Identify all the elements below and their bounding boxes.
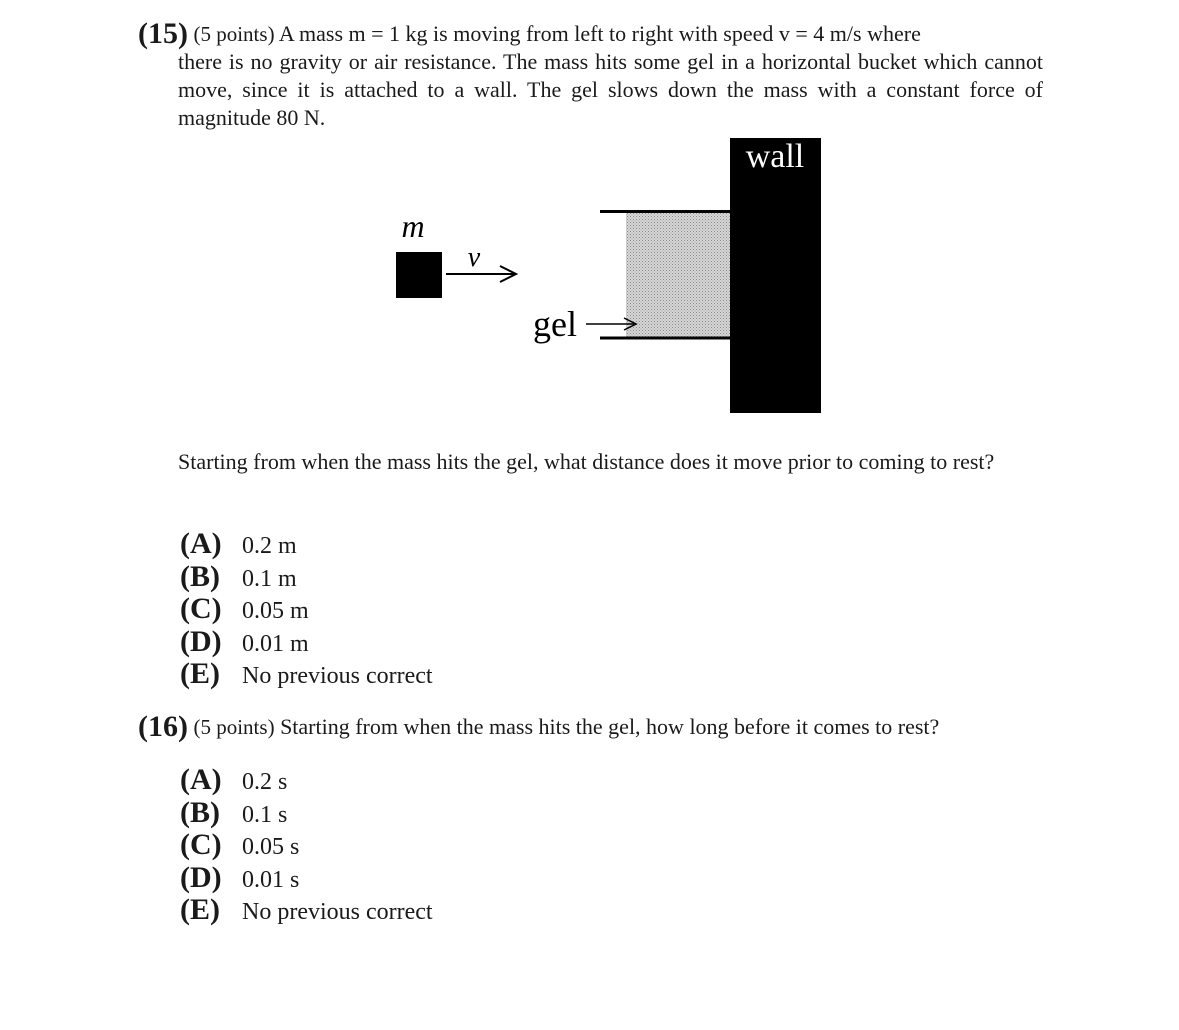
problem-15-line1: A mass m = 1 kg is moving from left to right with speed v = 4 m/s where xyxy=(278,21,921,46)
choice-letter: (C) xyxy=(180,592,222,625)
choice-value: 0.05 s xyxy=(242,834,300,860)
choice-value: 0.1 s xyxy=(242,801,288,828)
choice-letter: (B) xyxy=(180,559,220,593)
mass-block xyxy=(396,252,442,298)
problem-16-statement xyxy=(138,708,939,742)
choice-value: 0.2 m xyxy=(242,533,297,559)
choice-value: No previous correct xyxy=(242,899,433,925)
choice-letter: (C) xyxy=(180,828,222,861)
problem-15-question: Starting from when the mass hits the gel, what distance does it move prior to coming to rest? xyxy=(178,449,995,474)
problem-15-body: there is no gravity or air resistance. The mass hits some gel in a horizontal bucket which cannot move, since it is attached to a wall. The gel slows down the mass with a constant force of magnitude 80 N. xyxy=(178,49,1043,130)
choice-15-e[interactable] xyxy=(180,658,433,691)
problem-16-number: (16) xyxy=(138,710,188,743)
problem-15-points: (5 points) xyxy=(193,22,275,46)
choice-16-d[interactable] xyxy=(180,862,433,895)
choice-letter: (A) xyxy=(180,527,222,560)
problem-15-number: (15) xyxy=(138,17,188,50)
choice-16-a[interactable] xyxy=(180,764,433,797)
mass-label: m xyxy=(401,208,425,244)
wall-block xyxy=(730,138,821,413)
choice-15-b[interactable] xyxy=(180,561,433,594)
choice-letter: (D) xyxy=(180,624,222,658)
choice-letter: (E) xyxy=(180,657,220,690)
choice-letter: (A) xyxy=(180,763,222,796)
gel-label: gel xyxy=(533,304,577,344)
choice-letter: (E) xyxy=(180,893,220,926)
problem-15-choices xyxy=(180,528,433,691)
choice-16-b[interactable] xyxy=(180,797,433,830)
problem-16-choices xyxy=(180,764,433,927)
choice-value: 0.05 m xyxy=(242,598,309,624)
gel-fill xyxy=(626,213,730,337)
choice-15-c[interactable] xyxy=(180,593,433,626)
choice-16-c[interactable] xyxy=(180,829,433,862)
choice-15-d[interactable] xyxy=(180,626,433,659)
problem-16-question: Starting from when the mass hits the gel, how long before it comes to rest? xyxy=(280,714,940,739)
choice-16-e[interactable] xyxy=(180,894,433,927)
choice-value: 0.01 m xyxy=(242,630,309,657)
choice-15-a[interactable] xyxy=(180,528,433,561)
choice-letter: (D) xyxy=(180,860,222,894)
problem-16-points: (5 points) xyxy=(193,715,275,739)
choice-value: No previous correct xyxy=(242,663,433,689)
choice-value: 0.2 s xyxy=(242,769,288,795)
choice-letter: (B) xyxy=(180,795,220,829)
choice-value: 0.01 s xyxy=(242,866,300,893)
velocity-label: v xyxy=(467,242,481,273)
choice-value: 0.1 m xyxy=(242,565,297,592)
mass-gel-wall-diagram xyxy=(0,0,1179,430)
wall-label: wall xyxy=(745,138,805,175)
